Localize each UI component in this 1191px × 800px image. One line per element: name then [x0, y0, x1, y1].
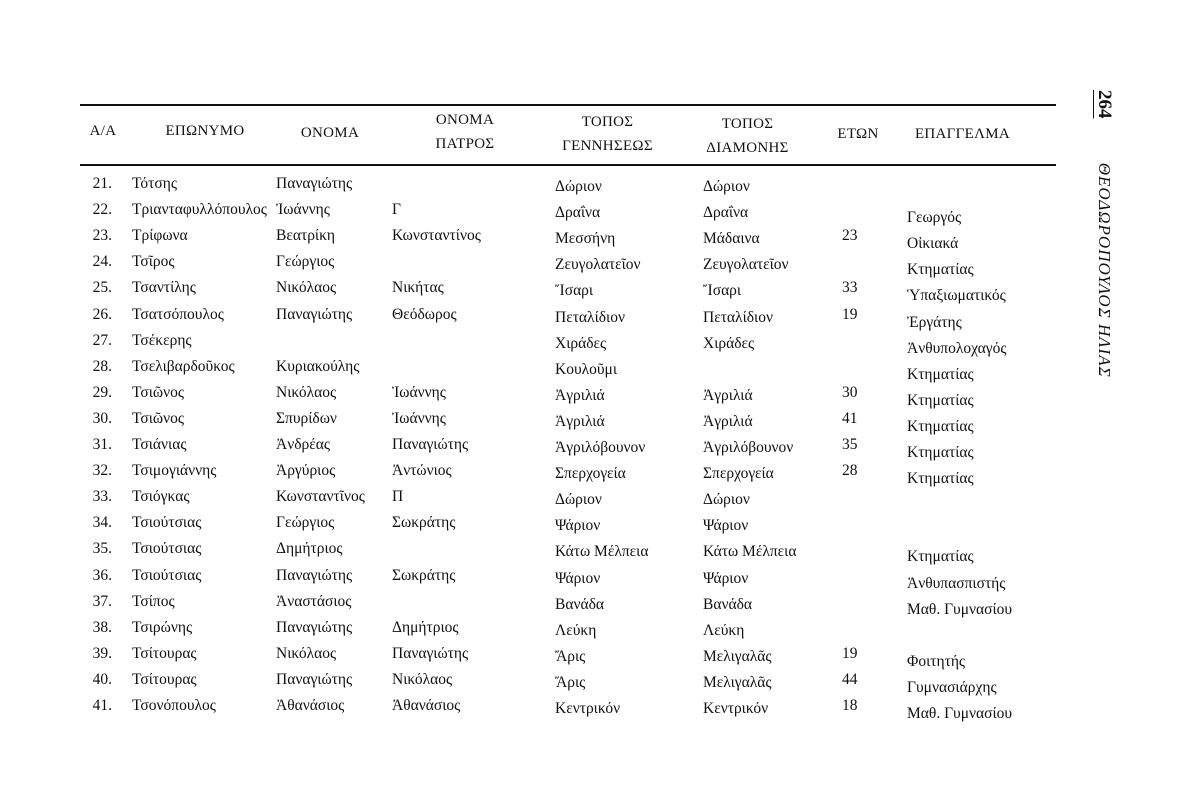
first-name-cell: Γεώργιος — [276, 514, 335, 532]
age-cell: 41 — [842, 409, 858, 427]
occupation-cell: Οἰκιακά — [907, 235, 959, 253]
birthplace-cell: Δώριον — [555, 491, 602, 509]
birthplace-cell: Ἀγριλιά — [555, 412, 605, 430]
occupation-cell: Ἀνθυπολοχαγός — [907, 339, 1007, 357]
row-number: 38. — [92, 618, 112, 636]
father-name-cell: Νικόλαος — [392, 670, 453, 688]
residence-cell: Βανάδα — [703, 595, 753, 613]
father-name-cell: Νικήτας — [392, 279, 444, 297]
birthplace-cell: Λεύκη — [555, 621, 597, 639]
first-name-cell: Παναγιώτης — [276, 566, 353, 584]
surname-cell: Τρίφωνα — [132, 227, 188, 245]
age-cell: 44 — [842, 670, 858, 688]
age-cell: 23 — [842, 227, 858, 245]
surname-cell: Τσιούτσιας — [132, 540, 202, 558]
age-cell: 19 — [842, 305, 858, 323]
header-rule — [80, 164, 1056, 166]
birthplace-cell: Ἀγριλιά — [555, 386, 605, 404]
row-number: 23. — [92, 227, 112, 245]
residence-cell: Λεύκη — [703, 621, 745, 639]
header-occupation: ΕΠΑΓΓΕΛΜΑ — [914, 126, 1011, 142]
residence-cell: Ἀγριλιά — [703, 412, 753, 430]
surname-cell: Τσελιβαρδοῦκος — [132, 357, 235, 375]
age-cell: 18 — [842, 697, 858, 714]
first-name-cell: Δημήτριος — [276, 540, 343, 558]
surname-cell: Τσίτουρας — [132, 644, 197, 662]
running-header — [1092, 90, 1116, 378]
surname-cell: Τσῖρος — [132, 253, 175, 271]
occupation-cell: Μαθ. Γυμνασίου — [907, 600, 1013, 618]
occupation-cell: Φοιτητής — [907, 652, 966, 670]
birthplace-cell: Μεσσήνη — [555, 230, 616, 248]
row-number: 32. — [92, 462, 112, 480]
age-cell: 19 — [842, 644, 858, 662]
surname-cell: Τσίτουρας — [132, 670, 197, 688]
row-number: 31. — [92, 436, 112, 453]
surname-cell: Τσιούτσιας — [132, 566, 202, 584]
row-number: 35. — [92, 540, 112, 558]
father-name-cell: Σωκράτης — [392, 566, 456, 584]
residence-cell: Δώριον — [703, 178, 750, 195]
residence-cell: Δώριον — [703, 491, 750, 509]
surname-cell: Τσιόγκας — [132, 488, 190, 506]
occupation-cell: Γυμνασιάρχης — [907, 678, 997, 696]
birthplace-cell: Ἄρις — [555, 673, 586, 691]
running-title: ΘΕΟΔΩΡΟΠΟΥΛΟΣ ΗΛΙΑΣ — [1095, 162, 1114, 378]
surname-cell: Τσονόπουλος — [132, 697, 216, 714]
birthplace-cell: Βανάδα — [555, 595, 605, 613]
occupation-cell: Κτηματίας — [907, 548, 974, 566]
first-name-cell: Ἀθανάσιος — [276, 697, 345, 714]
birthplace-cell: Ἀγριλόβουνον — [555, 439, 646, 456]
row-number: 24. — [92, 253, 112, 271]
residence-cell: Κάτω Μέλπεια — [703, 543, 797, 561]
father-name-cell: Ἰωάννης — [392, 383, 446, 401]
father-name-cell: Ἀντώνιος — [392, 462, 452, 480]
surname-cell: Τσιάνιας — [132, 436, 187, 453]
occupation-cell: Κτηματίας — [907, 261, 974, 279]
occupation-cell: Ἀνθυπασπιστής — [907, 574, 1006, 592]
father-name-cell: Ἀθανάσιος — [392, 697, 461, 714]
age-cell: 28 — [842, 462, 858, 480]
first-name-cell: Παναγιώτης — [276, 670, 353, 688]
residence-cell: Μάδαινα — [703, 230, 760, 248]
surname-cell: Τότσης — [132, 175, 177, 192]
header-aa: Α/Α — [89, 123, 117, 139]
residence-cell: Πεταλίδιον — [703, 308, 773, 326]
father-name-cell: Σωκράτης — [392, 514, 456, 532]
row-number: 28. — [92, 357, 112, 375]
top-rule — [80, 104, 1056, 106]
birthplace-cell: Κουλοῦμι — [555, 360, 618, 378]
residence-cell: Σπερχογεία — [703, 465, 774, 483]
first-name-cell: Κωνσταντῖνος — [276, 488, 365, 506]
row-number: 36. — [92, 566, 112, 584]
occupation-cell: Κτηματίας — [907, 444, 974, 461]
first-name-cell: Ἰωάννης — [276, 201, 330, 219]
father-name-cell: Παναγιώτης — [392, 644, 469, 662]
row-number: 41. — [92, 697, 112, 714]
residence-cell: Ψάριον — [703, 569, 749, 587]
occupation-cell: Γεωργός — [907, 209, 962, 227]
father-name-cell: Γ — [392, 201, 401, 219]
birthplace-cell: Χιράδες — [555, 334, 607, 352]
birthplace-cell: Ψάριον — [555, 569, 601, 587]
residence-cell: Δραΐνα — [703, 204, 749, 222]
surname-cell: Τσίπος — [132, 592, 175, 610]
residence-cell: Ἀγριλιά — [703, 386, 753, 404]
first-name-cell: Γεώργιος — [276, 253, 335, 271]
header-age: ΕΤΩΝ — [837, 126, 879, 142]
surname-cell: Τσιούτσιας — [132, 514, 202, 532]
first-name-cell: Ἀναστάσιος — [276, 592, 352, 610]
surname-cell: Τσαντίλης — [132, 279, 196, 297]
header-residence: ΤΟΠΟΣ ΔΙΑΜΟΝΗΣ — [706, 116, 789, 156]
father-name-cell: Ἰωάννης — [392, 409, 446, 427]
occupation-cell: Κτηματίας — [907, 365, 974, 383]
header-surname: ΕΠΩΝΥΜΟ — [165, 123, 245, 139]
residence-cell: Ζευγολατεῖον — [703, 256, 789, 274]
surname-cell: Τσιῶνος — [132, 383, 185, 401]
father-name-cell: Δημήτριος — [392, 618, 459, 636]
father-name-cell: Π — [392, 488, 404, 506]
age-cell: 33 — [842, 279, 858, 297]
first-name-cell: Νικόλαος — [276, 279, 337, 297]
surname-cell: Τριανταφυλλόπουλος — [132, 201, 267, 219]
age-cell: 35 — [842, 436, 858, 453]
residence-cell: Μελιγαλᾶς — [703, 647, 772, 665]
birthplace-cell: Κάτω Μέλπεια — [555, 543, 649, 561]
father-name-cell: Κωνσταντίνος — [392, 227, 481, 245]
first-name-cell: Ἀνδρέας — [276, 436, 331, 453]
residence-cell: Χιράδες — [703, 334, 755, 352]
residence-cell: Κεντρικόν — [703, 700, 769, 717]
row-number: 37. — [92, 592, 112, 610]
occupation-cell: Μαθ. Γυμνασίου — [907, 705, 1013, 722]
father-name-cell: Παναγιώτης — [392, 436, 469, 453]
birthplace-cell: Σπερχογεία — [555, 465, 626, 483]
birthplace-cell: Δώριον — [555, 178, 602, 195]
header-father-name: ΟΝΟΜΑ ΠΑΤΡΟΣ — [435, 112, 495, 152]
row-number: 26. — [92, 305, 112, 323]
residence-cell: Ψάριον — [703, 517, 749, 535]
birthplace-cell: Ψάριον — [555, 517, 601, 535]
first-name-cell: Παναγιώτης — [276, 618, 353, 636]
father-name-cell: Θεόδωρος — [392, 305, 457, 323]
first-name-cell: Παναγιώτης — [276, 305, 353, 323]
age-cell: 30 — [842, 383, 858, 401]
surname-cell: Τσατσόπουλος — [132, 305, 224, 323]
birthplace-cell: Ζευγολατεῖον — [555, 256, 641, 274]
first-name-cell: Παναγιώτης — [276, 175, 353, 192]
surname-cell: Τσιρώνης — [132, 618, 193, 636]
birthplace-cell: Κεντρικόν — [555, 700, 621, 717]
row-number: 25. — [92, 279, 112, 297]
first-name-cell: Βεατρίκη — [276, 227, 336, 245]
row-number: 30. — [92, 409, 112, 427]
birthplace-cell: Ἄρις — [555, 647, 586, 665]
birthplace-cell: Ἴσαρι — [555, 282, 594, 300]
surname-cell: Τσέκερης — [132, 331, 192, 349]
first-name-cell: Ἀργύριος — [276, 462, 336, 480]
first-name-cell: Κυριακούλης — [276, 357, 360, 375]
first-name-cell: Νικόλαος — [276, 383, 337, 401]
residence-cell: Μελιγαλᾶς — [703, 673, 772, 691]
row-number: 33. — [92, 488, 112, 506]
occupation-cell: Κτηματίας — [907, 417, 974, 435]
row-number: 27. — [92, 331, 112, 349]
row-number: 34. — [92, 514, 112, 532]
occupation-cell: Ὑπαξιωματικός — [907, 287, 1006, 305]
first-name-cell: Νικόλαος — [276, 644, 337, 662]
residence-cell: Ἴσαρι — [703, 282, 742, 300]
first-name-cell: Σπυρίδων — [276, 409, 337, 427]
row-number: 21. — [92, 175, 112, 192]
birthplace-cell: Δραΐνα — [555, 204, 601, 222]
birthplace-cell: Πεταλίδιον — [555, 308, 625, 326]
row-number: 40. — [92, 670, 112, 688]
occupation-cell: Κτηματίας — [907, 391, 974, 409]
row-number: 39. — [92, 644, 112, 662]
occupation-cell: Κτηματίας — [907, 470, 974, 488]
residence-cell: Ἀγριλόβουνον — [703, 439, 794, 456]
surname-cell: Τσιῶνος — [132, 409, 185, 427]
page-number: 264 — [1094, 90, 1115, 119]
header-birthplace: ΤΟΠΟΣ ΓΕΝΝΗΣΕΩΣ — [562, 114, 653, 154]
row-number: 29. — [92, 383, 112, 401]
occupation-cell: Ἐργάτης — [907, 313, 962, 331]
header-name: ΟΝΟΜΑ — [300, 125, 360, 141]
surname-cell: Τσιμογιάννης — [132, 462, 217, 480]
row-number: 22. — [92, 201, 112, 219]
